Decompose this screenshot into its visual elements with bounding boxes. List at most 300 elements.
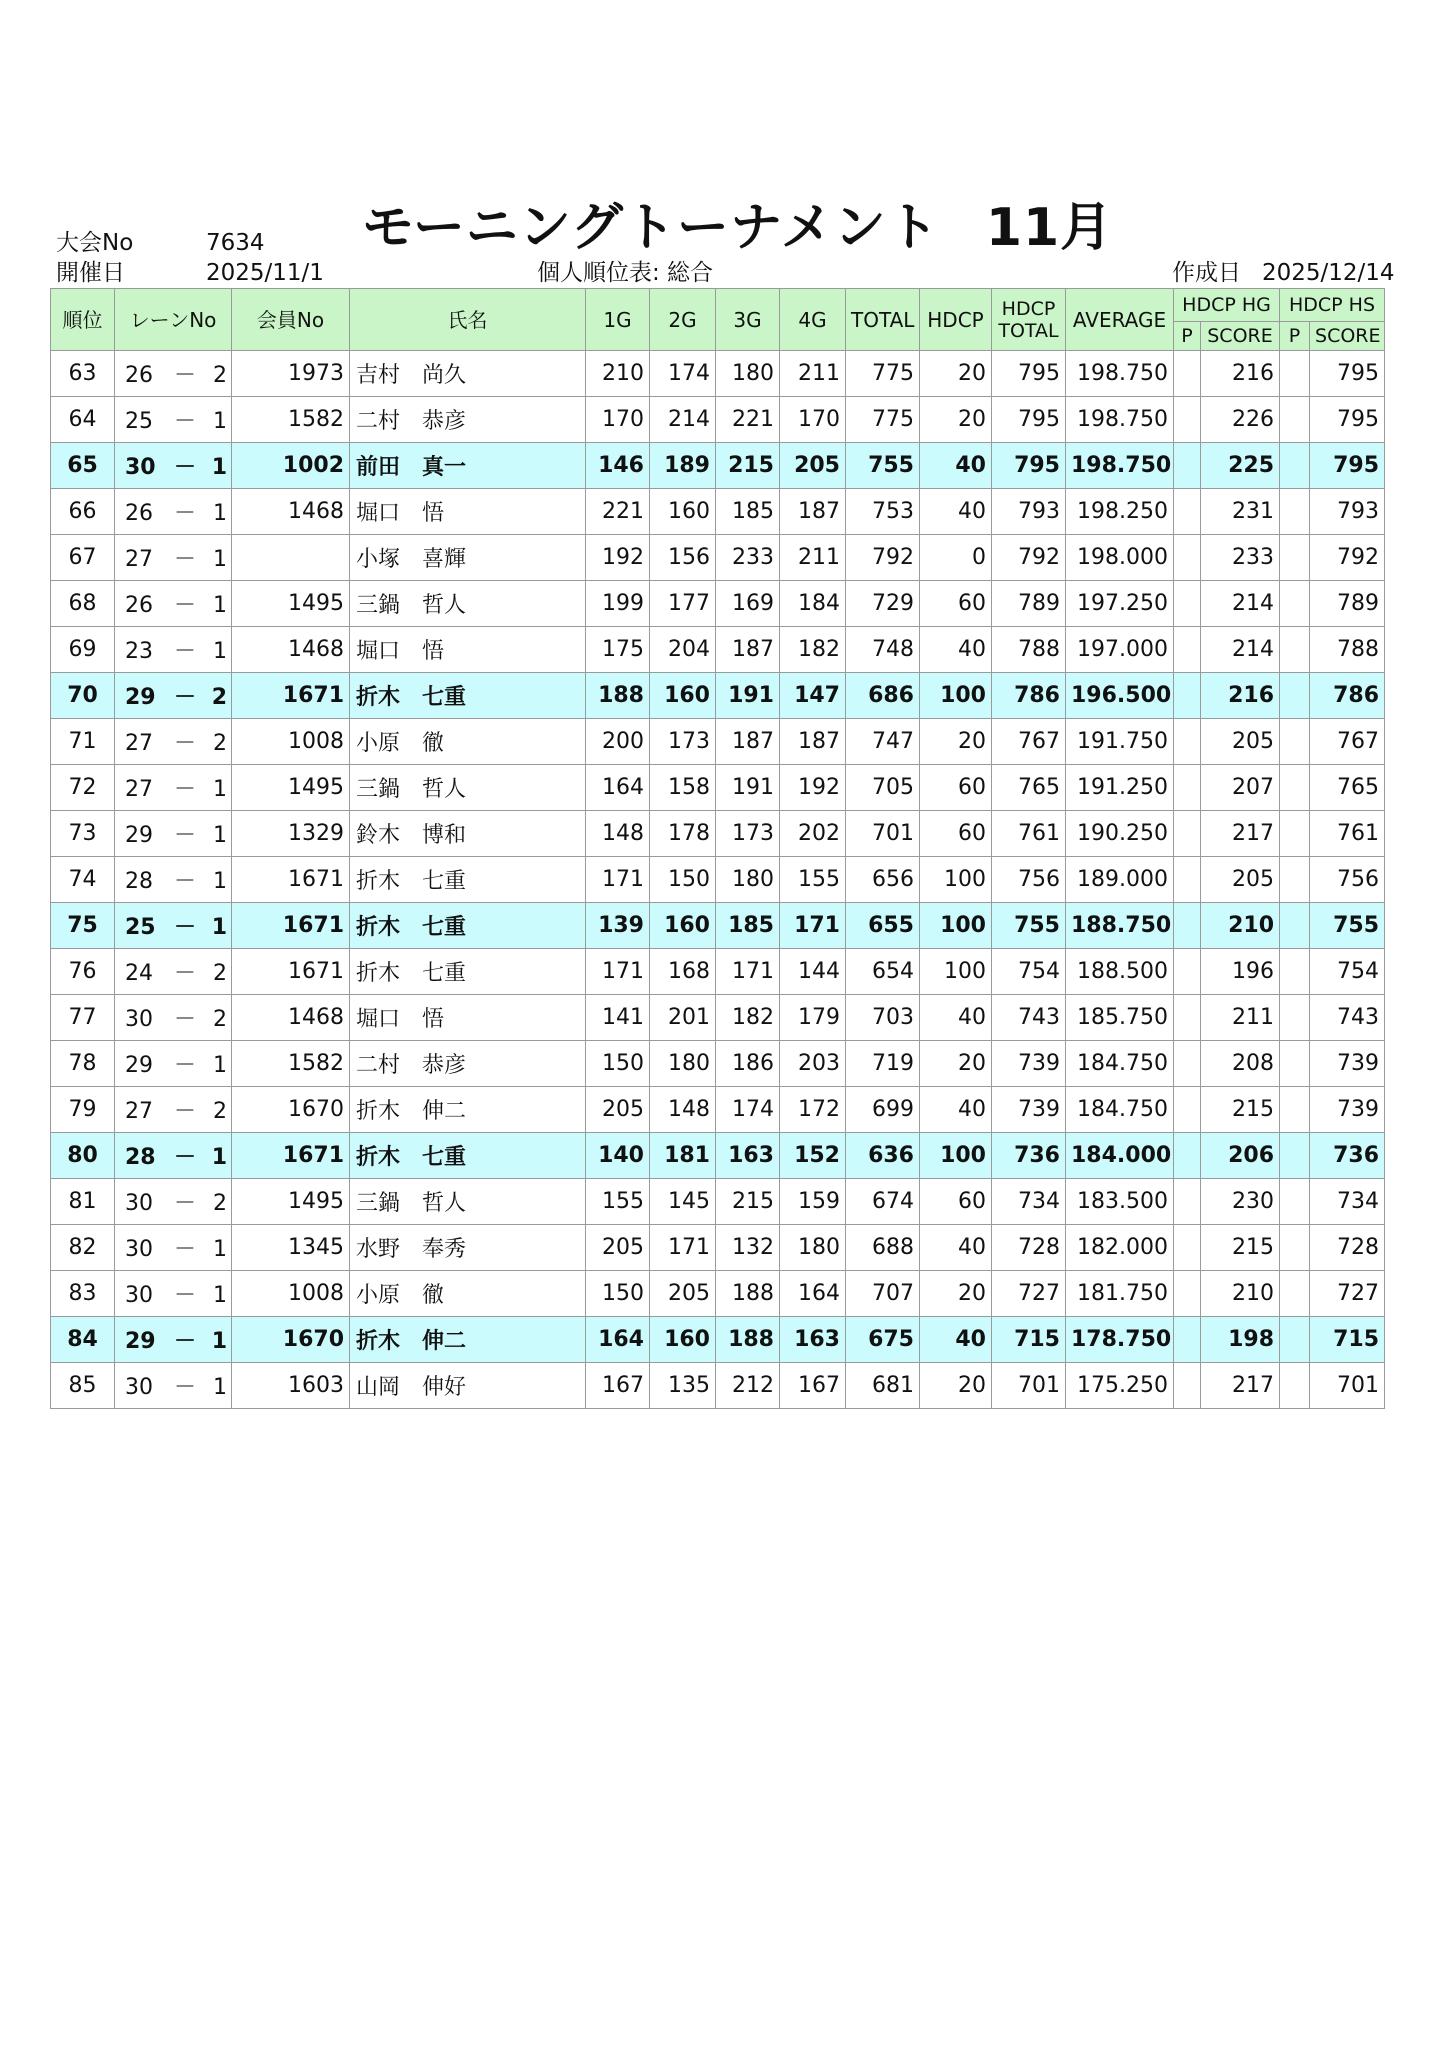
lane-box: 1: [213, 639, 227, 664]
hdcp-total-cell: 795: [992, 351, 1066, 397]
total-cell: 688: [846, 1225, 920, 1271]
total-cell: 655: [846, 903, 920, 949]
lane-cell: [115, 719, 232, 765]
lane-box: 2: [213, 1099, 227, 1124]
table-row: [51, 581, 1385, 627]
game3-cell: 191: [716, 765, 780, 811]
hg-p-cell: [1174, 581, 1201, 627]
game2-cell: 135: [650, 1363, 716, 1409]
col-name: 氏名: [350, 289, 586, 351]
hg-score-cell: 226: [1201, 397, 1280, 443]
hg-score-cell: 217: [1201, 811, 1280, 857]
member-no-cell: 1670: [232, 1317, 350, 1363]
lane-separator: －: [173, 1007, 196, 1032]
hdcp-cell: 20: [920, 1041, 992, 1087]
lane-separator: －: [173, 409, 196, 434]
name-cell: 水野 奉秀: [350, 1225, 586, 1271]
lane-separator: －: [173, 1053, 196, 1078]
hdcp-cell: 60: [920, 1179, 992, 1225]
hs-score-cell: 715: [1310, 1317, 1385, 1363]
hs-p-cell: [1280, 719, 1310, 765]
lane-number: 29: [125, 685, 156, 710]
game1-cell: 200: [586, 719, 650, 765]
hg-score-cell: 207: [1201, 765, 1280, 811]
rank-cell: 64: [51, 397, 115, 443]
average-cell: 198.250: [1066, 489, 1174, 535]
rank-cell: 72: [51, 765, 115, 811]
hdcp-total-cell: 756: [992, 857, 1066, 903]
game1-cell: 155: [586, 1179, 650, 1225]
table-row: [51, 489, 1385, 535]
hg-p-cell: [1174, 1041, 1201, 1087]
lane-box: 1: [213, 593, 227, 618]
rank-cell: 73: [51, 811, 115, 857]
game3-cell: 182: [716, 995, 780, 1041]
hdcp-cell: 20: [920, 397, 992, 443]
hdcp-cell: 40: [920, 995, 992, 1041]
hdcp-cell: 60: [920, 765, 992, 811]
total-cell: 675: [846, 1317, 920, 1363]
hs-score-cell: 792: [1310, 535, 1385, 581]
lane-number: 29: [125, 1329, 156, 1354]
created-label: 作成日: [1172, 260, 1241, 286]
title-month: 11月: [985, 198, 1114, 258]
table-row: [51, 1363, 1385, 1409]
hdcp-total-cell: 715: [992, 1317, 1066, 1363]
average-cell: 191.750: [1066, 719, 1174, 765]
table-body: [51, 351, 1385, 1409]
hdcp-total-cell: 736: [992, 1133, 1066, 1179]
rank-cell: 70: [51, 673, 115, 719]
col-3g: 3G: [716, 289, 780, 351]
game1-cell: 140: [586, 1133, 650, 1179]
total-cell: 705: [846, 765, 920, 811]
lane-separator: －: [173, 1191, 196, 1216]
hdcp-cell: 100: [920, 673, 992, 719]
table-row: [51, 1041, 1385, 1087]
lane-number: 29: [125, 823, 153, 848]
col-2g: 2G: [650, 289, 716, 351]
lane-cell: [115, 1133, 232, 1179]
member-no-cell: [232, 535, 350, 581]
hg-score-cell: 225: [1201, 443, 1280, 489]
col-hdcp-hg: HDCP HG: [1174, 289, 1280, 322]
total-cell: 747: [846, 719, 920, 765]
hg-p-cell: [1174, 903, 1201, 949]
name-cell: 二村 恭彦: [350, 1041, 586, 1087]
hs-p-cell: [1280, 1087, 1310, 1133]
hs-score-cell: 734: [1310, 1179, 1385, 1225]
hdcp-cell: 100: [920, 903, 992, 949]
rank-cell: 68: [51, 581, 115, 627]
hdcp-cell: 60: [920, 811, 992, 857]
name-cell: 折木 七重: [350, 857, 586, 903]
lane-cell: [115, 765, 232, 811]
lane-box: 1: [213, 1053, 227, 1078]
game3-cell: 174: [716, 1087, 780, 1133]
game4-cell: 203: [780, 1041, 846, 1087]
hs-p-cell: [1280, 1271, 1310, 1317]
hs-p-cell: [1280, 1363, 1310, 1409]
game4-cell: 205: [780, 443, 846, 489]
table-row: [51, 535, 1385, 581]
lane-box: 1: [213, 409, 227, 434]
table-header: [51, 289, 1385, 351]
name-cell: 折木 七重: [350, 673, 586, 719]
hs-p-cell: [1280, 811, 1310, 857]
hs-score-cell: 767: [1310, 719, 1385, 765]
hdcp-total-cell: 767: [992, 719, 1066, 765]
col-4g: 4G: [780, 289, 846, 351]
lane-cell: [115, 627, 232, 673]
name-cell: 三鍋 哲人: [350, 765, 586, 811]
total-cell: 674: [846, 1179, 920, 1225]
table-row: [51, 1087, 1385, 1133]
game3-cell: 173: [716, 811, 780, 857]
game4-cell: 179: [780, 995, 846, 1041]
hdcp-total-cell: 743: [992, 995, 1066, 1041]
hg-score-cell: 208: [1201, 1041, 1280, 1087]
lane-number: 30: [125, 455, 156, 480]
game4-cell: 184: [780, 581, 846, 627]
table-row: [51, 765, 1385, 811]
hs-p-cell: [1280, 489, 1310, 535]
rank-cell: 83: [51, 1271, 115, 1317]
hdcp-total-cell: 727: [992, 1271, 1066, 1317]
name-cell: 堀口 悟: [350, 489, 586, 535]
hg-score-cell: 233: [1201, 535, 1280, 581]
game3-cell: 188: [716, 1317, 780, 1363]
name-cell: 折木 伸二: [350, 1317, 586, 1363]
table-row: [51, 719, 1385, 765]
lane-cell: [115, 673, 232, 719]
total-cell: 775: [846, 351, 920, 397]
lane-box: 1: [213, 1237, 227, 1262]
hs-score-cell: 755: [1310, 903, 1385, 949]
lane-number: 26: [125, 593, 153, 618]
lane-separator: －: [173, 869, 196, 894]
hs-score-cell: 795: [1310, 397, 1385, 443]
game2-cell: 189: [650, 443, 716, 489]
hs-score-cell: 788: [1310, 627, 1385, 673]
table-row: [51, 1225, 1385, 1271]
game3-cell: 212: [716, 1363, 780, 1409]
lane-box: 1: [211, 915, 227, 940]
game3-cell: 186: [716, 1041, 780, 1087]
hs-score-cell: 761: [1310, 811, 1385, 857]
name-cell: 二村 恭彦: [350, 397, 586, 443]
rank-cell: 67: [51, 535, 115, 581]
average-cell: 185.750: [1066, 995, 1174, 1041]
game2-cell: 214: [650, 397, 716, 443]
member-no-cell: 1008: [232, 1271, 350, 1317]
game4-cell: 202: [780, 811, 846, 857]
lane-cell: [115, 351, 232, 397]
game1-cell: 205: [586, 1087, 650, 1133]
hg-score-cell: 210: [1201, 1271, 1280, 1317]
rank-cell: 76: [51, 949, 115, 995]
total-cell: 686: [846, 673, 920, 719]
hg-score-cell: 231: [1201, 489, 1280, 535]
game1-cell: 139: [586, 903, 650, 949]
hdcp-cell: 20: [920, 719, 992, 765]
member-no-cell: 1671: [232, 1133, 350, 1179]
game2-cell: 148: [650, 1087, 716, 1133]
game1-cell: 164: [586, 1317, 650, 1363]
rank-cell: 84: [51, 1317, 115, 1363]
hg-p-cell: [1174, 1179, 1201, 1225]
lane-cell: [115, 1317, 232, 1363]
hdcp-cell: 100: [920, 1133, 992, 1179]
tournament-no: 7634: [206, 230, 265, 256]
game4-cell: 159: [780, 1179, 846, 1225]
name-cell: 堀口 悟: [350, 995, 586, 1041]
hs-score-cell: 701: [1310, 1363, 1385, 1409]
game1-cell: 199: [586, 581, 650, 627]
results-table: [50, 288, 1385, 1409]
average-cell: 197.250: [1066, 581, 1174, 627]
game3-cell: 171: [716, 949, 780, 995]
name-cell: 三鍋 哲人: [350, 1179, 586, 1225]
table-row: [51, 903, 1385, 949]
lane-number: 30: [125, 1283, 153, 1308]
name-cell: 折木 伸二: [350, 1087, 586, 1133]
hs-score-cell: 756: [1310, 857, 1385, 903]
game3-cell: 187: [716, 627, 780, 673]
hs-score-cell: 736: [1310, 1133, 1385, 1179]
game2-cell: 174: [650, 351, 716, 397]
average-cell: 198.750: [1066, 351, 1174, 397]
average-cell: 189.000: [1066, 857, 1174, 903]
total-cell: 703: [846, 995, 920, 1041]
hg-p-cell: [1174, 443, 1201, 489]
game1-cell: 150: [586, 1041, 650, 1087]
hg-score-cell: 211: [1201, 995, 1280, 1041]
member-no-cell: 1973: [232, 351, 350, 397]
table-row: [51, 443, 1385, 489]
total-cell: 699: [846, 1087, 920, 1133]
hg-p-cell: [1174, 1133, 1201, 1179]
hdcp-cell: 100: [920, 949, 992, 995]
average-cell: 184.000: [1066, 1133, 1174, 1179]
hs-score-cell: 793: [1310, 489, 1385, 535]
lane-box: 2: [213, 363, 227, 388]
hg-score-cell: 215: [1201, 1087, 1280, 1133]
average-cell: 181.750: [1066, 1271, 1174, 1317]
hg-score-cell: 205: [1201, 857, 1280, 903]
hs-score-cell: 795: [1310, 351, 1385, 397]
game4-cell: 170: [780, 397, 846, 443]
page-title: [362, 196, 1113, 260]
hdcp-total-cell: 786: [992, 673, 1066, 719]
hg-p-cell: [1174, 949, 1201, 995]
table-row: [51, 627, 1385, 673]
average-cell: 196.500: [1066, 673, 1174, 719]
game2-cell: 173: [650, 719, 716, 765]
lane-separator: －: [173, 1145, 196, 1170]
lane-number: 27: [125, 1099, 153, 1124]
lane-cell: [115, 811, 232, 857]
hg-score-cell: 214: [1201, 581, 1280, 627]
rank-cell: 78: [51, 1041, 115, 1087]
hs-score-cell: 728: [1310, 1225, 1385, 1271]
hs-p-cell: [1280, 443, 1310, 489]
title-text: モーニングトーナメント: [362, 198, 940, 258]
hdcp-total-cell: 788: [992, 627, 1066, 673]
hg-score-cell: 210: [1201, 903, 1280, 949]
total-cell: 654: [846, 949, 920, 995]
game1-cell: 221: [586, 489, 650, 535]
game1-cell: 164: [586, 765, 650, 811]
hs-p-cell: [1280, 995, 1310, 1041]
game2-cell: 160: [650, 673, 716, 719]
hdcp-cell: 100: [920, 857, 992, 903]
hdcp-total-cell: 728: [992, 1225, 1066, 1271]
average-cell: 184.750: [1066, 1041, 1174, 1087]
table-row: [51, 397, 1385, 443]
hg-p-cell: [1174, 1271, 1201, 1317]
game1-cell: 175: [586, 627, 650, 673]
game1-cell: 171: [586, 857, 650, 903]
lane-separator: －: [173, 823, 196, 848]
total-cell: 681: [846, 1363, 920, 1409]
table-row: [51, 1271, 1385, 1317]
rank-cell: 81: [51, 1179, 115, 1225]
hs-p-cell: [1280, 581, 1310, 627]
game2-cell: 158: [650, 765, 716, 811]
rank-cell: 75: [51, 903, 115, 949]
hg-p-cell: [1174, 719, 1201, 765]
game3-cell: 215: [716, 1179, 780, 1225]
hg-p-cell: [1174, 397, 1201, 443]
lane-box: 1: [211, 455, 227, 480]
game4-cell: 144: [780, 949, 846, 995]
rank-cell: 80: [51, 1133, 115, 1179]
rank-cell: 79: [51, 1087, 115, 1133]
hs-p-cell: [1280, 1041, 1310, 1087]
game3-cell: 187: [716, 719, 780, 765]
game2-cell: 160: [650, 1317, 716, 1363]
hdcp-total-cell: 701: [992, 1363, 1066, 1409]
total-cell: 729: [846, 581, 920, 627]
name-cell: 鈴木 博和: [350, 811, 586, 857]
game4-cell: 155: [780, 857, 846, 903]
hg-p-cell: [1174, 1225, 1201, 1271]
lane-separator: －: [173, 639, 196, 664]
average-cell: 198.000: [1066, 535, 1174, 581]
game3-cell: 185: [716, 489, 780, 535]
hdcp-total-cell: 795: [992, 443, 1066, 489]
lane-separator: －: [173, 731, 196, 756]
hs-score-cell: 739: [1310, 1041, 1385, 1087]
col-hg-p: P: [1174, 322, 1201, 351]
member-no-cell: 1468: [232, 627, 350, 673]
total-cell: 656: [846, 857, 920, 903]
average-cell: 184.750: [1066, 1087, 1174, 1133]
game4-cell: 171: [780, 903, 846, 949]
game3-cell: 188: [716, 1271, 780, 1317]
average-cell: 188.750: [1066, 903, 1174, 949]
lane-separator: －: [173, 593, 196, 618]
created-date: 2025/12/14: [1262, 260, 1395, 286]
event-date: 2025/11/1: [206, 260, 324, 286]
hg-p-cell: [1174, 627, 1201, 673]
game4-cell: 167: [780, 1363, 846, 1409]
game2-cell: 205: [650, 1271, 716, 1317]
member-no-cell: 1495: [232, 1179, 350, 1225]
lane-number: 25: [125, 915, 156, 940]
total-cell: 707: [846, 1271, 920, 1317]
name-cell: 折木 七重: [350, 903, 586, 949]
table-row: [51, 1317, 1385, 1363]
total-cell: 792: [846, 535, 920, 581]
game1-cell: 141: [586, 995, 650, 1041]
average-cell: 190.250: [1066, 811, 1174, 857]
lane-number: 23: [125, 639, 153, 664]
hs-score-cell: 739: [1310, 1087, 1385, 1133]
lane-box: 1: [213, 501, 227, 526]
average-cell: 198.750: [1066, 397, 1174, 443]
hdcp-cell: 40: [920, 1317, 992, 1363]
lane-separator: －: [173, 547, 196, 572]
lane-number: 30: [125, 1191, 153, 1216]
lane-separator: －: [173, 685, 196, 710]
lane-separator: －: [173, 961, 196, 986]
name-cell: 折木 七重: [350, 949, 586, 995]
hg-p-cell: [1174, 1087, 1201, 1133]
game3-cell: 185: [716, 903, 780, 949]
lane-cell: [115, 949, 232, 995]
hg-score-cell: 215: [1201, 1225, 1280, 1271]
game2-cell: 160: [650, 489, 716, 535]
col-hdcp-total: [992, 289, 1066, 351]
report-subtitle: 個人順位表: 総合: [537, 260, 714, 286]
member-no-cell: 1671: [232, 903, 350, 949]
lane-cell: [115, 1363, 232, 1409]
col-hs-score: SCORE: [1310, 322, 1385, 351]
lane-cell: [115, 397, 232, 443]
game3-cell: 215: [716, 443, 780, 489]
lane-number: 29: [125, 1053, 153, 1078]
lane-cell: [115, 443, 232, 489]
average-cell: 188.500: [1066, 949, 1174, 995]
name-cell: 三鍋 哲人: [350, 581, 586, 627]
lane-number: 30: [125, 1375, 153, 1400]
game4-cell: 172: [780, 1087, 846, 1133]
member-no-cell: 1603: [232, 1363, 350, 1409]
lane-number: 27: [125, 777, 153, 802]
rank-cell: 74: [51, 857, 115, 903]
lane-number: 24: [125, 961, 153, 986]
hs-p-cell: [1280, 673, 1310, 719]
game3-cell: 233: [716, 535, 780, 581]
hg-p-cell: [1174, 489, 1201, 535]
lane-cell: [115, 1179, 232, 1225]
game1-cell: 205: [586, 1225, 650, 1271]
name-cell: 山岡 伸好: [350, 1363, 586, 1409]
member-no-cell: 1671: [232, 673, 350, 719]
col-member: 会員No: [232, 289, 350, 351]
member-no-cell: 1468: [232, 489, 350, 535]
lane-number: 27: [125, 547, 153, 572]
lane-cell: [115, 535, 232, 581]
hs-p-cell: [1280, 1179, 1310, 1225]
rank-cell: 85: [51, 1363, 115, 1409]
hdcp-total-cell: 792: [992, 535, 1066, 581]
hdcp-cell: 0: [920, 535, 992, 581]
lane-cell: [115, 489, 232, 535]
hdcp-cell: 40: [920, 1225, 992, 1271]
